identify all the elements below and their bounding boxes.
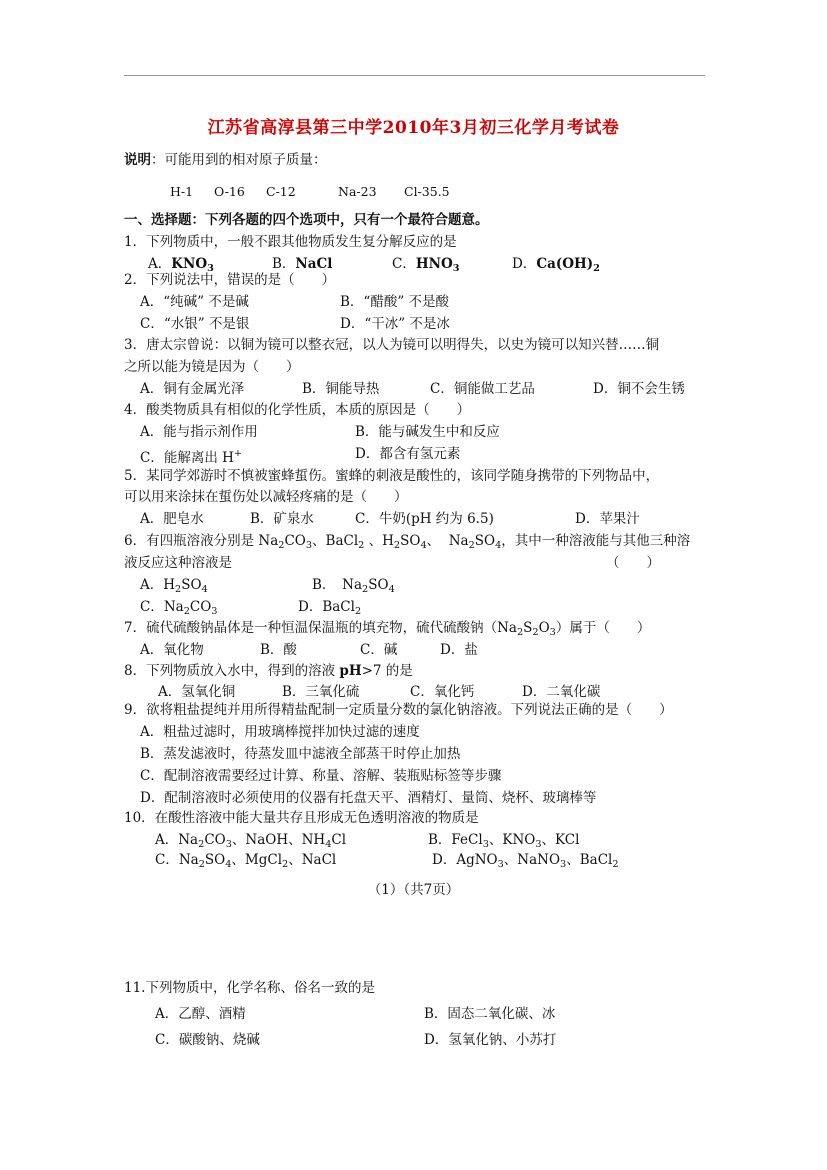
section-heading: 一、选择题：下列各题的四个选项中，只有一个最符合题意。	[124, 212, 489, 228]
q6-option-d: D．BaCl$_2$	[298, 599, 362, 617]
q7-option-a: A．氧化物	[140, 642, 204, 658]
note-text: ：可能用到的相对原子质量：	[151, 152, 327, 168]
question-10-stem: 10．在酸性溶液中能大量共存且形成无色透明溶液的物质是	[124, 810, 479, 826]
mass-cl: Cl-35.5	[404, 184, 450, 199]
q5-option-d: D．苹果汁	[575, 511, 640, 527]
q8-option-d: D．二氧化碳	[522, 684, 601, 700]
question-7-stem: 7．硫代硫酸钠晶体是一种恒温保温瓶的填充物，硫代硫酸钠$(Na_2S_2O_3)$属于（ ）	[124, 620, 651, 638]
question-9-stem: 9．欲将粗盐提纯并用所得精盐配制一定质量分数的氯化钠溶液。下列说法正确的是（ ）	[124, 702, 673, 718]
question-3-stem-line1: 3．唐太宗曾说：以铜为镜可以整衣冠，以人为镜可以明得失，以史为镜可以知兴替……铜	[124, 337, 660, 353]
question-6-stem-line1: 6．有四瓶溶液分别是 $Na_2CO_3$、BaCl$_2$ 、$H_2SO_4$、 $Na_2SO_4$，其中一种溶液能与其他三种溶	[124, 533, 691, 551]
q1-option-a: A．$KNO_3$	[148, 256, 214, 274]
q6-option-a: A．$H_2SO_4$	[140, 577, 208, 595]
q4-option-c: C．能解离出 H+	[140, 448, 243, 466]
q8-option-c: C．氧化钙	[410, 684, 475, 700]
q10-option-b: B．FeCl$_3$、$KNO_3$、KCl	[428, 832, 580, 850]
q1-option-d: D．$Ca(OH)_2$	[512, 256, 600, 274]
q9-option-a: A．粗盐过滤时，用玻璃棒搅拌加快过滤的速度	[140, 724, 420, 740]
q9-option-d: D．配制溶液时必须使用的仪器有托盘天平、酒精灯、量筒、烧杯、玻璃棒等	[140, 790, 597, 806]
mass-c: C-12	[266, 184, 296, 199]
mass-h: H-1	[170, 184, 194, 199]
q2-option-d: D．“干冰” 不是冰	[340, 316, 450, 332]
q11-option-b: B．固态二氧化碳、冰	[424, 1006, 556, 1022]
question-5-stem-line2: 可以用来涂抹在蜇伤处以减轻疼痛的是（ ）	[124, 489, 408, 505]
q9-option-b: B．蒸发滤液时，待蒸发皿中滤液全部蒸干时停止加热	[140, 746, 461, 762]
q11-option-a: A．乙醇、酒精	[155, 1006, 246, 1022]
note-line	[124, 150, 327, 170]
page-number: （1）（共7页）	[367, 882, 460, 898]
q10-option-c: C．$Na_2SO_4$、MgCl$_2$、NaCl	[155, 852, 337, 870]
question-2-stem: 2．下列说法中，错误的是（ ）	[124, 272, 336, 288]
q7-option-c: C．碱	[360, 642, 398, 658]
q6-option-b: B． $Na_2SO_4$	[312, 577, 395, 595]
header-rule	[124, 75, 705, 76]
q1-option-c: C．$HNO_3$	[392, 256, 460, 274]
q11-option-d: D．氢氧化钠、小苏打	[424, 1032, 557, 1048]
mass-o: O-16	[214, 184, 245, 199]
question-8-stem: 8．下列物质放入水中，得到的溶液 pH>7 的是	[124, 663, 413, 679]
question-4-stem: 4．酸类物质具有相似的化学性质，本质的原因是（ ）	[124, 402, 471, 418]
q1-option-b: B．NaCl	[272, 256, 333, 272]
question-3-stem-line2: 之所以能为镜是因为（ ）	[124, 359, 300, 375]
q5-option-a: A．肥皂水	[140, 511, 204, 527]
q8-option-a: A．氢氧化铜	[158, 684, 236, 700]
q3-option-b: B．铜能导热	[302, 381, 380, 397]
note-label: 说明	[124, 152, 151, 168]
q8-option-b: B．三氧化硫	[282, 684, 360, 700]
q9-option-c: C．配制溶液需要经过计算、称量、溶解、装瓶贴标签等步骤	[140, 768, 502, 784]
q4-option-d: D．都含有氢元素	[355, 446, 461, 462]
q6-option-c: C．$Na_2CO_3$	[140, 599, 218, 617]
q11-option-c: C．碳酸钠、烧碱	[155, 1032, 260, 1048]
q5-option-b: B．矿泉水	[250, 511, 314, 527]
page-title: 江苏省高淳县第三中学2010年3月初三化学月考试卷	[207, 118, 620, 138]
question-6-stem-line2: 液反应这种溶液是	[124, 555, 232, 571]
q4-option-a: A．能与指示剂作用	[140, 424, 258, 440]
q2-option-c: C．“水银” 不是银	[140, 316, 250, 332]
q3-option-c: C．铜能做工艺品	[430, 381, 535, 397]
question-11-stem: 11.下列物质中，化学名称、俗名一致的是	[124, 980, 375, 996]
q5-option-c: C．牛奶(pH 约为 6.5)	[355, 511, 494, 527]
question-5-stem-line1: 5．某同学郊游时不慎被蜜蜂蜇伤。蜜蜂的刺液是酸性的，该同学随身携带的下列物品中，	[124, 468, 660, 484]
mass-na: Na-23	[338, 184, 377, 199]
q4-option-b: B．能与碱发生中和反应	[355, 424, 500, 440]
q7-option-d: D．盐	[440, 642, 478, 658]
question-1-stem: 1．下列物质中，一般不跟其他物质发生复分解反应的是	[124, 234, 457, 250]
q10-option-d: D．AgNO$_3$、NaNO$_3$、BaCl$_2$	[432, 852, 619, 870]
atomic-mass-list	[170, 182, 450, 202]
q2-option-a: A．“纯碱” 不是碱	[140, 294, 249, 310]
q2-option-b: B．“醋酸” 不是酸	[340, 294, 450, 310]
q7-option-b: B．酸	[260, 642, 297, 658]
q3-option-d: D．铜不会生锈	[593, 381, 685, 397]
question-6-answer-paren: （ ）	[606, 555, 660, 571]
q3-option-a: A．铜有金属光泽	[140, 381, 245, 397]
q10-option-a: A．$Na_2CO_3$、NaOH、$NH_4Cl$	[155, 832, 347, 850]
